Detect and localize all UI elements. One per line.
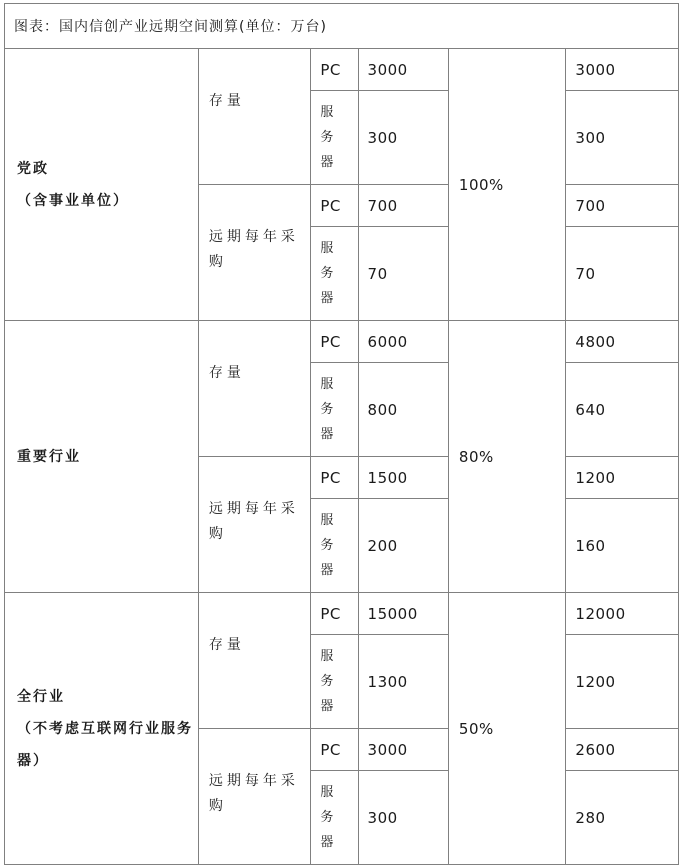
value-cell: 70 <box>358 227 448 321</box>
value-cell: 200 <box>358 499 448 593</box>
sector-name: 全行业 <box>17 688 65 705</box>
value-cell: 800 <box>358 363 448 457</box>
result-cell: 300 <box>566 91 679 185</box>
value-cell: 300 <box>358 771 448 865</box>
result-cell: 1200 <box>566 635 679 729</box>
result-cell: 2600 <box>566 729 679 771</box>
category-annual: 远期每年采购 <box>198 185 310 321</box>
table-caption: 图表：国内信创产业远期空间测算(单位：万台) <box>5 4 679 49</box>
forecast-table <box>4 3 679 865</box>
category-stock: 存量 <box>198 321 310 457</box>
category-stock: 存量 <box>198 593 310 729</box>
result-cell: 1200 <box>566 457 679 499</box>
device-server: 服务器 <box>311 227 358 321</box>
value-cell: 6000 <box>358 321 448 363</box>
category-stock: 存量 <box>198 49 310 185</box>
sector-subtitle: （不考虑互联网行业服务器） <box>17 720 193 769</box>
value-cell: 1300 <box>358 635 448 729</box>
sector-cell <box>5 49 199 321</box>
device-server: 服务器 <box>311 91 358 185</box>
ratio-cell: 50% <box>448 593 566 865</box>
device-server: 服务器 <box>311 771 358 865</box>
sector-name: 重要行业 <box>17 448 81 465</box>
value-cell: 700 <box>358 185 448 227</box>
value-cell: 1500 <box>358 457 448 499</box>
result-cell: 12000 <box>566 593 679 635</box>
result-cell: 70 <box>566 227 679 321</box>
value-cell: 300 <box>358 91 448 185</box>
value-cell: 3000 <box>358 729 448 771</box>
sector-subtitle: （含事业单位） <box>17 192 129 209</box>
category-annual: 远期每年采购 <box>198 457 310 593</box>
ratio-cell: 100% <box>448 49 566 321</box>
sector-name: 党政 <box>17 160 49 177</box>
value-cell: 15000 <box>358 593 448 635</box>
result-cell: 160 <box>566 499 679 593</box>
category-annual: 远期每年采购 <box>198 729 310 865</box>
device-pc: PC <box>311 457 358 499</box>
device-pc: PC <box>311 185 358 227</box>
device-pc: PC <box>311 49 358 91</box>
device-server: 服务器 <box>311 635 358 729</box>
device-pc: PC <box>311 593 358 635</box>
result-cell: 640 <box>566 363 679 457</box>
ratio-cell: 80% <box>448 321 566 593</box>
result-cell: 700 <box>566 185 679 227</box>
result-cell: 3000 <box>566 49 679 91</box>
sector-cell <box>5 321 199 593</box>
device-server: 服务器 <box>311 363 358 457</box>
result-cell: 280 <box>566 771 679 865</box>
device-pc: PC <box>311 729 358 771</box>
device-server: 服务器 <box>311 499 358 593</box>
value-cell: 3000 <box>358 49 448 91</box>
device-pc: PC <box>311 321 358 363</box>
sector-cell <box>5 593 199 865</box>
result-cell: 4800 <box>566 321 679 363</box>
